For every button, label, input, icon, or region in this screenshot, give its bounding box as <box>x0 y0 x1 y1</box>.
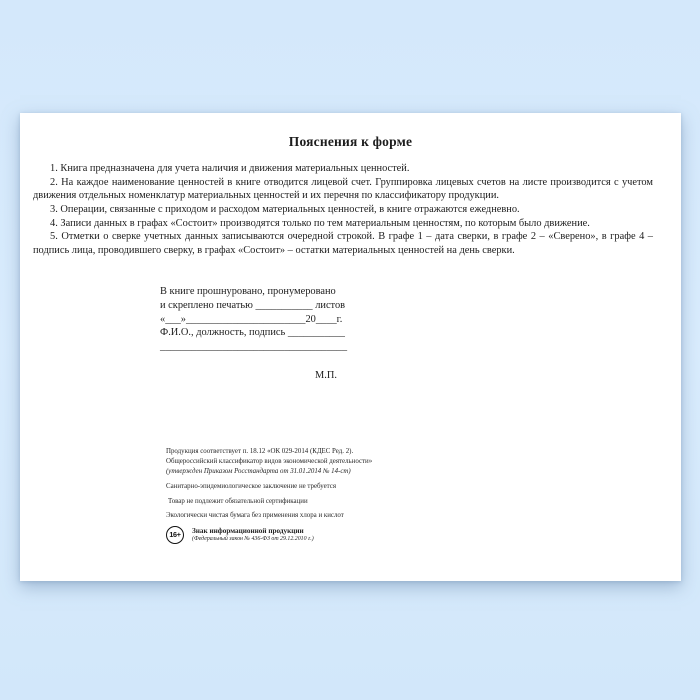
binding-line-4-signature: Ф.И.О., должность, подпись ___________ <box>160 327 345 339</box>
classifier-note-line-1: Продукция соответствует п. 18.12 «ОК 029-2014 (КДЕС Ред. 2). <box>166 448 354 455</box>
age-16-badge-icon: 16+ <box>166 526 184 544</box>
binding-line-3-date: «___»_______________________20____г. <box>160 313 343 325</box>
footnotes-block <box>166 447 372 544</box>
sanitary-note: Санитарно-эпидемиологическое заключение не требуется <box>166 482 336 490</box>
eco-note: Экологически чистая бумага без применения хлора и кислот <box>166 512 344 520</box>
binding-line-2: и скреплено печатью ___________ листов <box>160 299 346 311</box>
info-sign-title: Знак информационной продукции <box>192 526 304 535</box>
explanation-item-5: 5. Отметки о сверке учетных данных записываются очередной строкой. В графе 1 – дата сверки, в графе 2 – «Сверено», в графе 4 – подпись лица, проводившего сверку, в графах «Состоит» – остатки материальных ценностей на день сверки. <box>33 231 653 257</box>
binding-certification-block <box>160 285 349 383</box>
stamp-place-label: М.П. <box>315 370 337 382</box>
binding-line-5-blank: ____________________________________ <box>160 341 348 353</box>
explanation-item-3: 3. Операции, связанные с приходом и расходом материальных ценностей, в книге отражаются ежедневно. <box>50 204 520 216</box>
classifier-note-line-2: Общероссийский классификатор видов экономической деятельности» <box>166 457 373 465</box>
page-title: Пояснения к форме <box>288 134 413 149</box>
explanation-item-2: 2. На каждое наименование ценностей в книге отводится лицевой счет. Группировка лицевых счетов на листе производится с учетом движения отдельных номенклатур материальных ценностей и их перечня по классификатору продукции. <box>33 176 653 202</box>
info-sign-law: (Федеральный закон № 436-ФЗ от 29.12.2010 г.) <box>192 535 314 542</box>
info-sign-row <box>166 526 372 544</box>
classifier-note-line-3: (утвержден Приказом Росстандарта от 31.01.2014 № 14-ст) <box>166 467 351 475</box>
info-sign-text <box>192 527 314 544</box>
explanations-list <box>20 162 681 258</box>
certification-note: Товар не подлежит обязательной сертификации <box>168 497 308 505</box>
binding-line-1: В книге прошнуровано, пронумеровано <box>160 286 336 297</box>
explanation-item-1: 1. Книга предназначена для учета наличия и движения материальных ценностей. <box>50 163 410 174</box>
document-sheet <box>20 113 681 581</box>
classifier-note <box>166 447 372 477</box>
explanation-item-4: 4. Записи данных в графах «Состоит» производятся только по тем материальным ценностям, по которым было движение. <box>50 217 590 229</box>
